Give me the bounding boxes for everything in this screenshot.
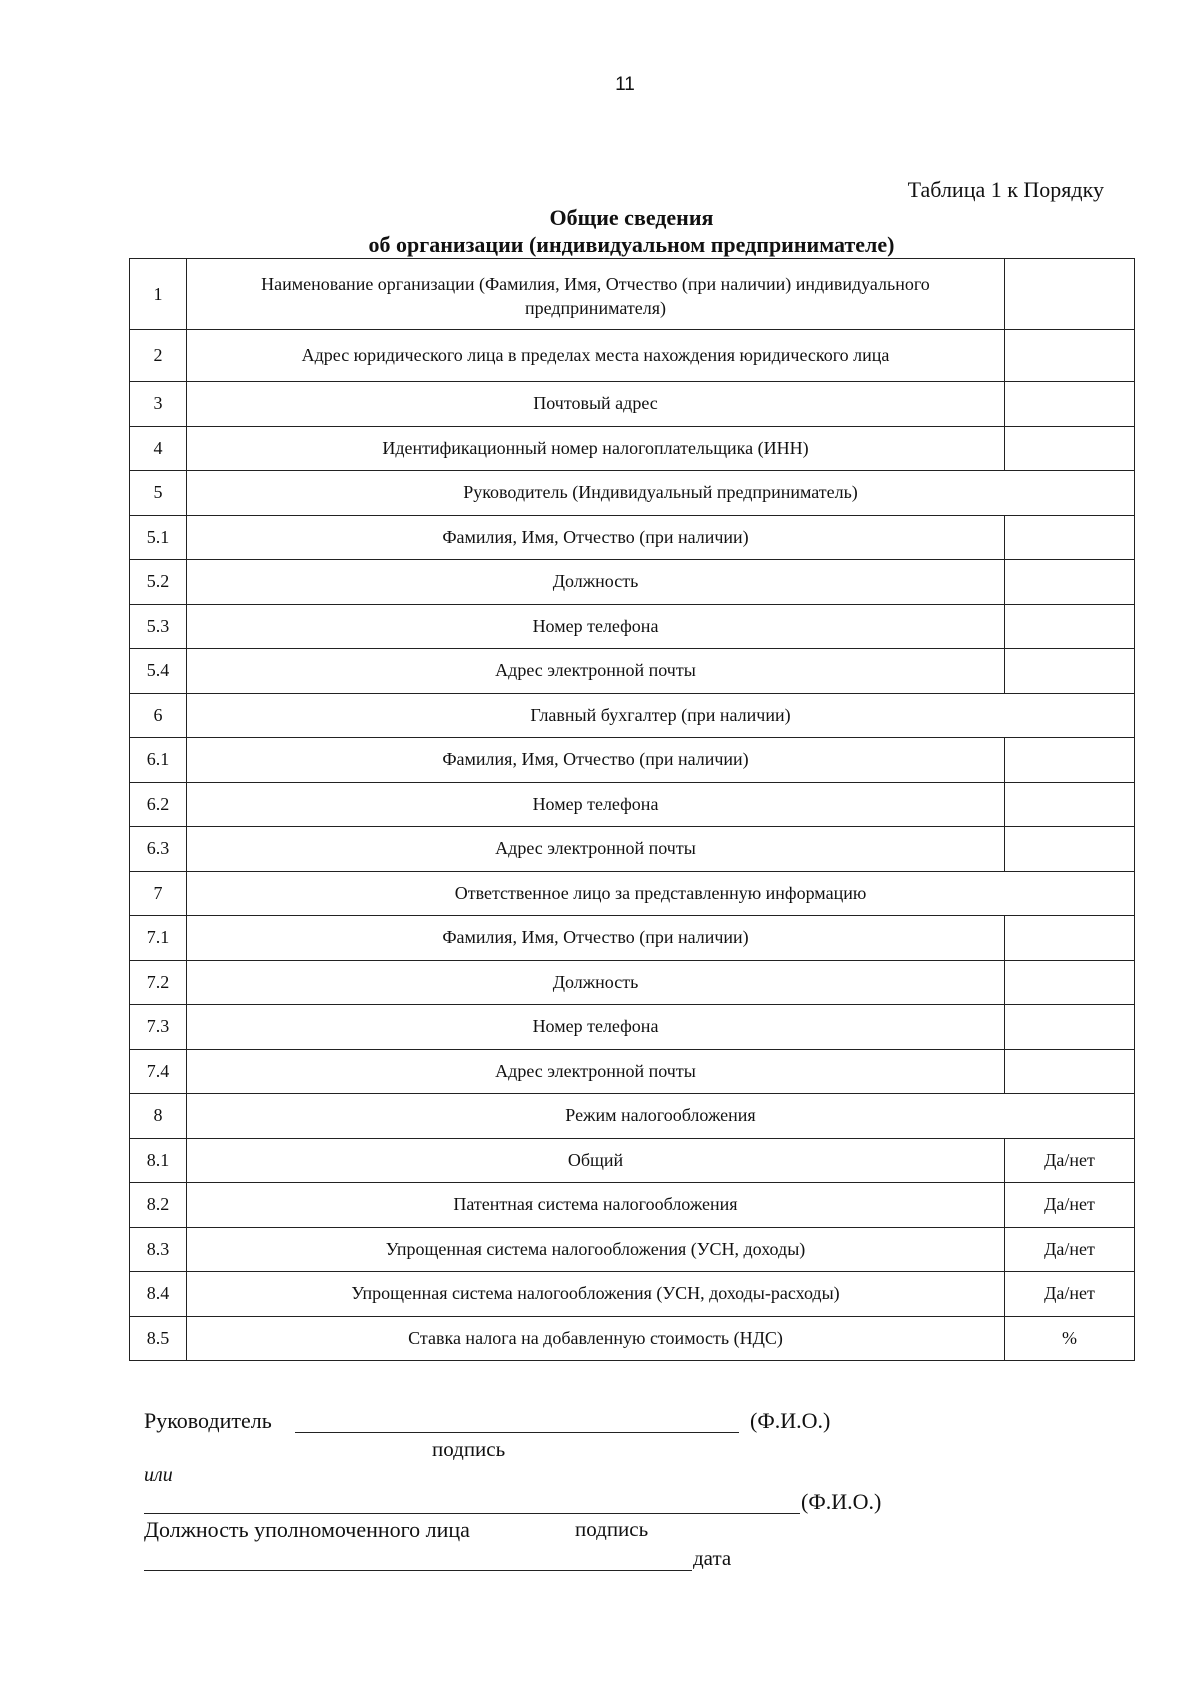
row-number: 8 bbox=[130, 1094, 187, 1139]
row-value-field[interactable] bbox=[1005, 560, 1135, 605]
date-label: дата bbox=[693, 1546, 732, 1570]
row-value-field[interactable] bbox=[1005, 330, 1135, 382]
row-value-field[interactable] bbox=[1005, 827, 1135, 872]
table-row bbox=[130, 515, 1135, 560]
row-value-field[interactable] bbox=[1005, 649, 1135, 694]
row-value-field[interactable] bbox=[1005, 1005, 1135, 1050]
row-number: 8.4 bbox=[130, 1272, 187, 1317]
row-value-field[interactable] bbox=[1005, 515, 1135, 560]
head-label: Руководитель bbox=[144, 1408, 272, 1433]
table-row bbox=[130, 960, 1135, 1005]
row-value-field[interactable] bbox=[1005, 1049, 1135, 1094]
row-label: Упрощенная система налогообложения (УСН, доходы-расходы) bbox=[187, 1272, 1005, 1317]
section-heading: Главный бухгалтер (при наличии) bbox=[187, 693, 1135, 738]
row-number: 8.5 bbox=[130, 1316, 187, 1361]
row-number: 8.3 bbox=[130, 1227, 187, 1272]
row-number: 6 bbox=[130, 693, 187, 738]
row-number: 7.4 bbox=[130, 1049, 187, 1094]
row-value-field[interactable]: Да/нет bbox=[1005, 1138, 1135, 1183]
table-row bbox=[130, 1183, 1135, 1228]
form-title: Общие сведения bbox=[549, 205, 714, 230]
row-label: Общий bbox=[187, 1138, 1005, 1183]
row-value-field[interactable] bbox=[1005, 738, 1135, 783]
table-row bbox=[130, 1272, 1135, 1317]
row-label: Должность bbox=[187, 960, 1005, 1005]
row-number: 5.2 bbox=[130, 560, 187, 605]
authorized-signature-caption: подпись bbox=[575, 1517, 649, 1541]
table-row bbox=[130, 1227, 1135, 1272]
row-number: 8.1 bbox=[130, 1138, 187, 1183]
row-value-field[interactable]: Да/нет bbox=[1005, 1272, 1135, 1317]
table-reference: Таблица 1 к Порядку bbox=[907, 177, 1104, 202]
row-number: 7 bbox=[130, 871, 187, 916]
table-row bbox=[130, 916, 1135, 961]
section-heading: Ответственное лицо за представленную информацию bbox=[187, 871, 1135, 916]
row-label: Наименование организации (Фамилия, Имя, Отчество (при наличии) индивидуального предпринимателя) bbox=[187, 259, 1005, 330]
table-row bbox=[130, 1138, 1135, 1183]
row-number: 6.1 bbox=[130, 738, 187, 783]
row-label: Должность bbox=[187, 560, 1005, 605]
table-row bbox=[130, 330, 1135, 382]
row-label: Ставка налога на добавленную стоимость (НДС) bbox=[187, 1316, 1005, 1361]
row-value-field[interactable]: % bbox=[1005, 1316, 1135, 1361]
row-value-field[interactable] bbox=[1005, 604, 1135, 649]
head-fio-label: (Ф.И.О.) bbox=[750, 1408, 831, 1433]
table-row bbox=[130, 738, 1135, 783]
section-heading: Режим налогообложения bbox=[187, 1094, 1135, 1139]
table-row bbox=[130, 649, 1135, 694]
row-number: 2 bbox=[130, 330, 187, 382]
or-label: или bbox=[144, 1464, 173, 1486]
date-line[interactable] bbox=[144, 1570, 692, 1571]
row-label: Адрес электронной почты bbox=[187, 1049, 1005, 1094]
row-value-field[interactable] bbox=[1005, 960, 1135, 1005]
row-number: 5.4 bbox=[130, 649, 187, 694]
table-row bbox=[130, 560, 1135, 605]
row-label: Упрощенная система налогообложения (УСН, доходы) bbox=[187, 1227, 1005, 1272]
row-value-field[interactable] bbox=[1005, 382, 1135, 427]
row-value-field[interactable] bbox=[1005, 259, 1135, 330]
table-row bbox=[130, 827, 1135, 872]
row-label: Фамилия, Имя, Отчество (при наличии) bbox=[187, 916, 1005, 961]
row-value-field[interactable] bbox=[1005, 782, 1135, 827]
row-label: Почтовый адрес bbox=[187, 382, 1005, 427]
table-row bbox=[130, 871, 1135, 916]
head-signature-line[interactable] bbox=[295, 1432, 739, 1433]
head-signature-caption: подпись bbox=[432, 1437, 506, 1461]
form-subtitle: об организации (индивидуальном предпринимателе) bbox=[368, 232, 895, 257]
row-label: Адрес электронной почты bbox=[187, 827, 1005, 872]
row-number: 4 bbox=[130, 426, 187, 471]
table-row bbox=[130, 471, 1135, 516]
row-number: 1 bbox=[130, 259, 187, 330]
row-label: Фамилия, Имя, Отчество (при наличии) bbox=[187, 738, 1005, 783]
table-row bbox=[130, 426, 1135, 471]
row-value-field[interactable] bbox=[1005, 426, 1135, 471]
row-label: Идентификационный номер налогоплательщика (ИНН) bbox=[187, 426, 1005, 471]
authorized-fio-label: (Ф.И.О.) bbox=[801, 1489, 882, 1514]
authorized-person-label: Должность уполномоченного лица bbox=[144, 1517, 470, 1542]
table-row bbox=[130, 1316, 1135, 1361]
table-row bbox=[130, 382, 1135, 427]
table-row bbox=[130, 782, 1135, 827]
row-number: 7.1 bbox=[130, 916, 187, 961]
row-number: 3 bbox=[130, 382, 187, 427]
row-number: 5.1 bbox=[130, 515, 187, 560]
row-label: Патентная система налогообложения bbox=[187, 1183, 1005, 1228]
row-number: 6.2 bbox=[130, 782, 187, 827]
table-row bbox=[130, 259, 1135, 330]
row-label: Номер телефона bbox=[187, 782, 1005, 827]
row-number: 7.2 bbox=[130, 960, 187, 1005]
section-heading: Руководитель (Индивидуальный предприниматель) bbox=[187, 471, 1135, 516]
row-label: Адрес электронной почты bbox=[187, 649, 1005, 694]
row-label: Фамилия, Имя, Отчество (при наличии) bbox=[187, 515, 1005, 560]
row-number: 8.2 bbox=[130, 1183, 187, 1228]
row-number: 5 bbox=[130, 471, 187, 516]
authorized-signature-line[interactable] bbox=[144, 1513, 800, 1514]
table-row bbox=[130, 1005, 1135, 1050]
table-row bbox=[130, 693, 1135, 738]
row-number: 7.3 bbox=[130, 1005, 187, 1050]
row-value-field[interactable] bbox=[1005, 916, 1135, 961]
row-number: 5.3 bbox=[130, 604, 187, 649]
row-value-field[interactable]: Да/нет bbox=[1005, 1227, 1135, 1272]
row-label: Номер телефона bbox=[187, 604, 1005, 649]
table-row bbox=[130, 604, 1135, 649]
table-row bbox=[130, 1049, 1135, 1094]
row-label: Адрес юридического лица в пределах места нахождения юридического лица bbox=[187, 330, 1005, 382]
table-row bbox=[130, 1094, 1135, 1139]
page-number: 11 bbox=[615, 74, 635, 95]
row-value-field[interactable]: Да/нет bbox=[1005, 1183, 1135, 1228]
general-info-table bbox=[129, 258, 1135, 1361]
row-label: Номер телефона bbox=[187, 1005, 1005, 1050]
row-number: 6.3 bbox=[130, 827, 187, 872]
